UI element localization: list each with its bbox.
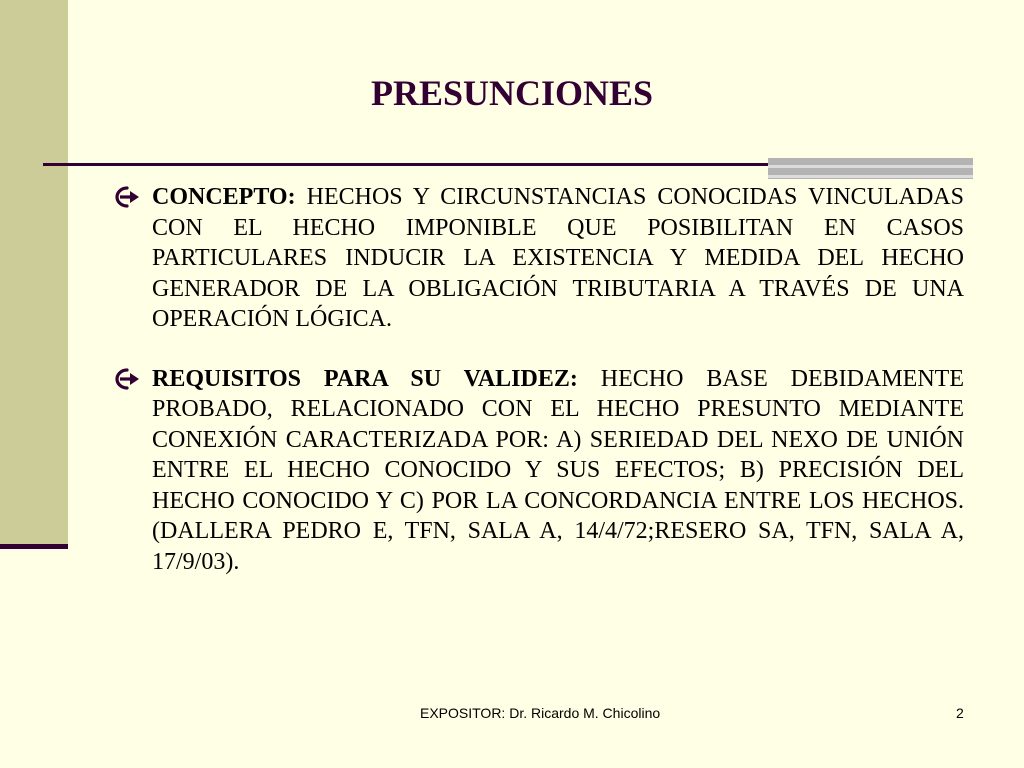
decorative-gray-stripes	[768, 158, 973, 179]
circled-arrow-icon	[112, 366, 142, 392]
slide-title: PRESUNCIONES	[370, 73, 654, 113]
page-number: 2	[956, 705, 964, 721]
left-accent-bar-underline	[0, 544, 68, 549]
bullet-item-requisitos	[112, 364, 964, 578]
circled-arrow-icon	[112, 184, 142, 210]
bullet-body: HECHO BASE DEBIDAMENTE PROBADO, RELACIONADO CON EL HECHO PRESUNTO MEDIANTE CONEXIÓN CARACTERIZADA POR: A) SERIEDAD DEL NEXO DE UNIÓN ENTRE EL HECHO CONOCIDO Y SUS EFECTOS; B) PRECISIÓN DEL HECHO CONOCIDO Y C) POR LA CONCORDANCIA ENTRE LOS HECHOS. (DALLERA PEDRO E, TFN, SALA A, 14/4/72;RESERO SA, TFN, SALA A, 17/9/03).	[152, 365, 964, 575]
bullet-heading: REQUISITOS PARA SU VALIDEZ:	[152, 365, 578, 392]
bullet-list	[112, 182, 964, 606]
bullet-body: HECHOS Y CIRCUNSTANCIAS CONOCIDAS VINCULADAS CON EL HECHO IMPONIBLE QUE POSIBILITAN EN CASOS PARTICULARES INDUCIR LA EXISTENCIA Y MEDIDA DEL HECHO GENERADOR DE LA OBLIGACIÓN TRIBUTARIA A TRAVÉS DE UNA OPERACIÓN LÓGICA.	[152, 184, 964, 332]
bullet-item-concepto	[112, 182, 964, 335]
footer-presenter: EXPOSITOR: Dr. Ricardo M. Chicolino	[420, 705, 661, 721]
bullet-heading: CONCEPTO:	[152, 184, 296, 210]
